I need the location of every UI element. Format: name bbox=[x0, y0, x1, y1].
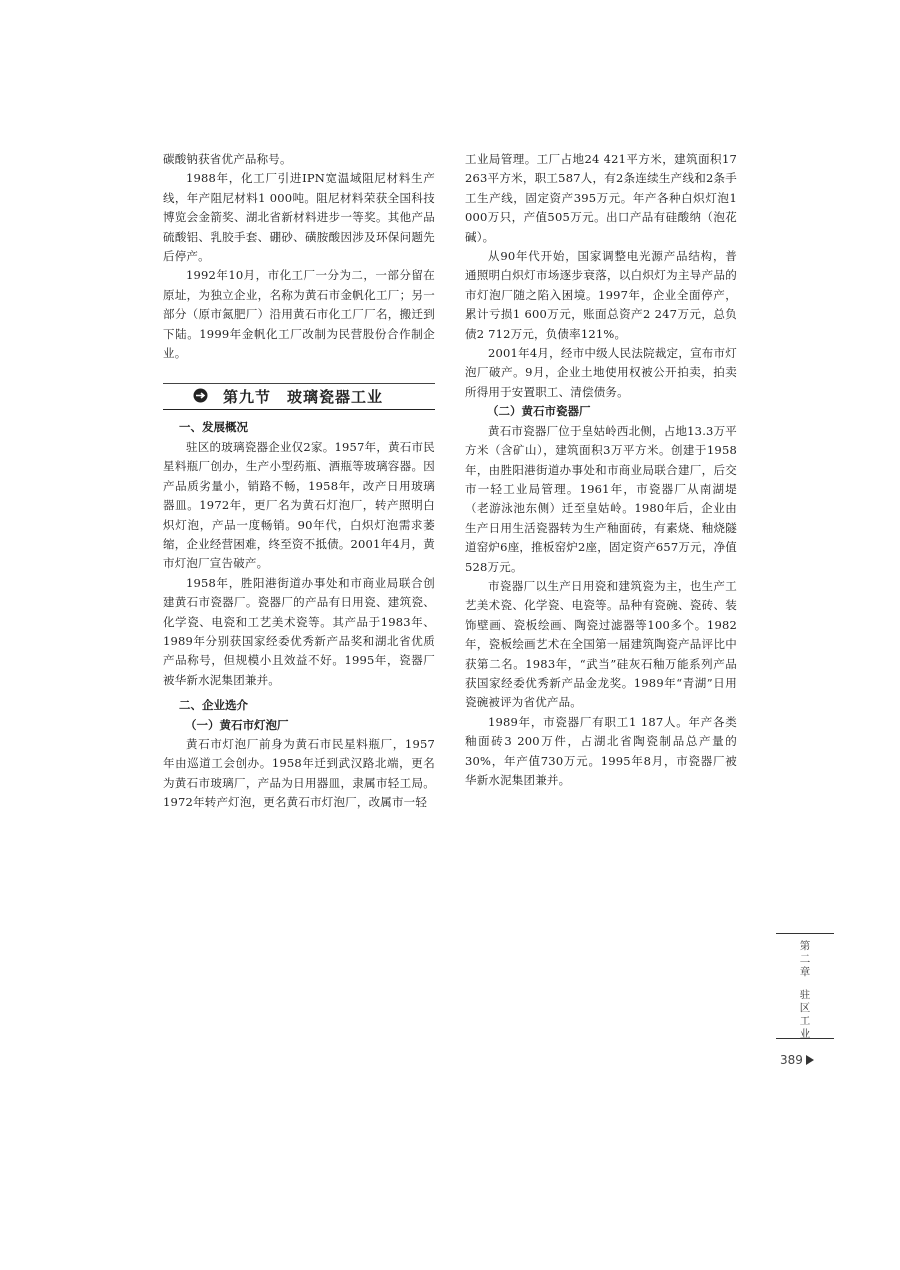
chapter-title: 驻区工业 bbox=[799, 989, 811, 1040]
paragraph: 2001年4月，经市中级人民法院裁定，宣布市灯泡厂破产。9月，企业土地使用权被公开拍卖，拍卖所得用于安置职工、清偿债务。 bbox=[465, 346, 737, 399]
paragraph: 工业局管理。工厂占地24 421平方米，建筑面积17 263平方米，职工587人，有2条连续生产线和2条手工生产线，固定资产395万元。年产各种白炽灯泡1 000万只，产值505万元。出口产品有硅酸纳（泡花碱）。 bbox=[465, 152, 737, 244]
chapter-number: 第二章 bbox=[799, 940, 811, 978]
paragraph: 1992年10月，市化工厂一分为二，一部分留在原址，为独立企业，名称为黄石市金帆化工厂；另一部分（原市氮肥厂）沿用黄石市化工厂厂名，搬迁到下陆。1999年金帆化工厂改制为民营股份合作制企业。 bbox=[163, 268, 435, 361]
paragraph: 1988年，化工厂引进IPN宽温域阻尼材料生产线，年产阻尼材料1 000吨。阻尼材料荣获全国科技博览会金箭奖、湖北省新材料进步一等奖。其他产品硫酸铝、乳胶手套、硼砂、磺胺酸因涉及环保问题先后停产。 bbox=[163, 171, 435, 264]
section-heading bbox=[163, 383, 435, 410]
paragraph: 市瓷器厂以生产日用瓷和建筑瓷为主，也生产工艺美术瓷、化学瓷、电瓷等。品种有瓷碗、瓷砖、装饰壁画、瓷板绘画、陶瓷过滤器等100多个。1982年，瓷板绘画艺术在全国第一届建筑陶瓷产品评比中获第二名。1983年，“武当”硅灰石釉万能系列产品获国家经委优秀新产品金龙奖。1989年“青湖”日用瓷碗被评为省优产品。 bbox=[465, 578, 737, 710]
paragraph: 黄石市灯泡厂前身为黄石市民星料瓶厂，1957年由巡道工会创办。1958年迁到武汉路北端，更名为黄石市玻璃厂，产品为日用器皿，隶属市轻工局。1972年转产灯泡，更名黄石市灯泡厂，改属市一轻 bbox=[163, 736, 435, 810]
left-column bbox=[163, 150, 435, 813]
subheading-porcelain-factory: （二）黄石市瓷器厂 bbox=[487, 404, 591, 419]
chapter-side-tab bbox=[776, 933, 834, 1039]
paragraph: 1958年，胜阳港街道办事处和市商业局联合创建黄石市瓷器厂。瓷器厂的产品有日用瓷、建筑瓷、化学瓷、电瓷和工艺美术瓷等。其产品于1983年、1989年分别获国家经委优秀新产品奖和湖北省优质产品称号，但规模小且效益不好。1995年，瓷器厂被华新水泥集团兼并。 bbox=[163, 575, 435, 687]
paragraph: 驻区的玻璃瓷器企业仅2家。1957年，黄石市民星料瓶厂创办，生产小型药瓶、酒瓶等玻璃容器。因产品质劣量小，销路不畅，1958年，改产日用玻璃器皿。1972年，更厂名为黄石灯泡厂，转产照明白炽灯泡，产品一度畅销。90年代，白炽灯泡需求萎缩，企业经营困难，终至资不抵债。2001年4月，黄市灯泡厂宣告破产。 bbox=[163, 439, 435, 571]
subheading-development: 一、发展概况 bbox=[179, 420, 248, 435]
paragraph: 碳酸钠获省优产品称号。 bbox=[163, 152, 292, 166]
subheading-lightbulb-factory: （一）黄石市灯泡厂 bbox=[185, 717, 289, 732]
paragraph: 黄石市瓷器厂位于皇姑岭西北侧，占地13.3万平方米（含矿山），建筑面积3万平方米。创建于1958年，由胜阳港街道办事处和市商业局联合建厂，后交市一轻工业局管理。1961年，市瓷器厂从南湖堤（老游泳池东侧）迁至皇姑岭。1980年后，企业由生产日用生活瓷器转为生产釉面砖，有素烧、釉烧隧道窑炉6座，推板窑炉2座，固定资产657万元，净值528万元。 bbox=[465, 423, 737, 574]
triangle-right-icon bbox=[806, 1055, 814, 1065]
section-top-rule bbox=[163, 383, 435, 384]
right-column bbox=[465, 150, 737, 790]
chapter-label bbox=[798, 940, 812, 1041]
paragraph: 从90年代开始，国家调整电光源产品结构，普通照明白炽灯市场逐步衰落，以白炽灯为主导产品的市灯泡厂随之陷入困境。1997年，企业全面停产，累计亏损1 600万元，账面总资产2 247万元，总负债2 712万元，负债率121%。 bbox=[465, 249, 737, 341]
circle-arrow-icon bbox=[193, 388, 208, 403]
subheading-enterprises: 二、企业选介 bbox=[179, 698, 248, 713]
paragraph: 1989年，市瓷器厂有职工1 187人。年产各类釉面砖3 200万件，占湖北省陶瓷制品总产量的30%，年产值730万元。1995年8月，市瓷器厂被华新水泥集团兼并。 bbox=[465, 714, 737, 787]
section-title: 第九节 玻璃瓷器工业 bbox=[223, 388, 384, 407]
page-number: 389 bbox=[780, 1053, 803, 1067]
